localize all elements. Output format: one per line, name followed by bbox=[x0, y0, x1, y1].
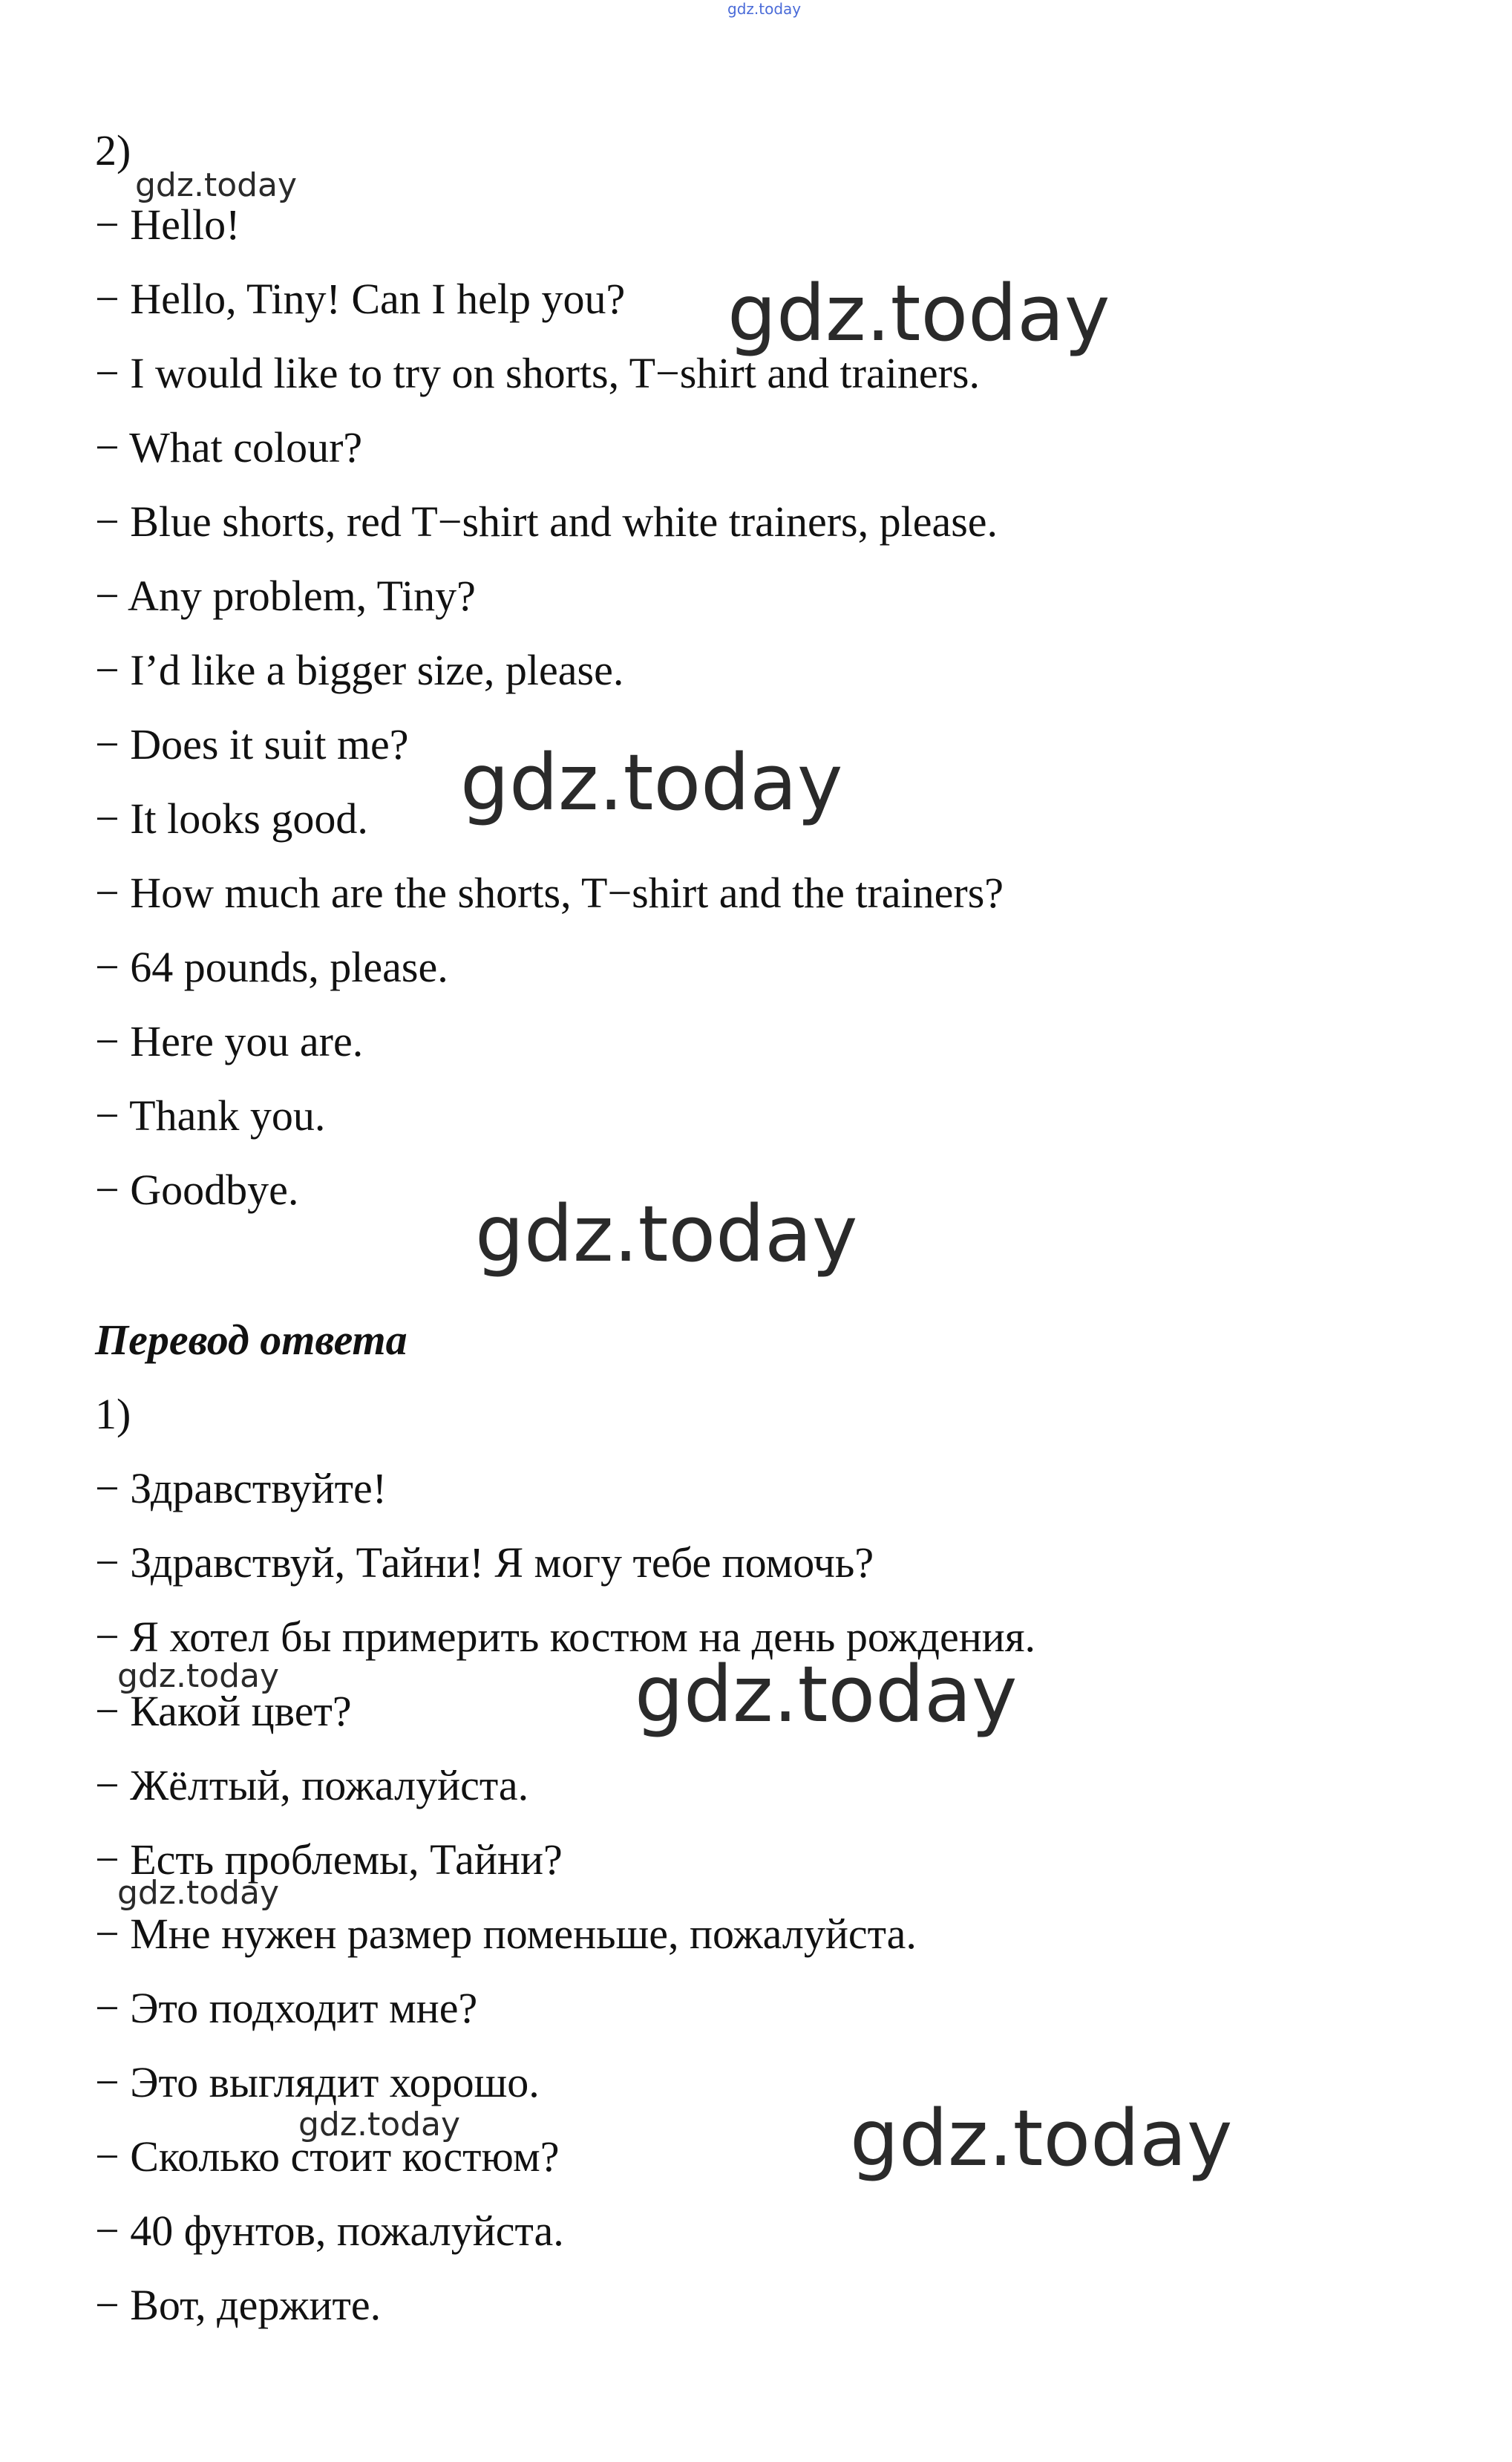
dialogue-line: − How much are the shorts, T−shirt and the trainers? bbox=[95, 869, 1004, 917]
dialogue-line: − Any problem, Tiny? bbox=[95, 572, 476, 620]
watermark: gdz.today bbox=[117, 1657, 280, 1695]
translation-line: − Это выглядит хорошо. bbox=[95, 2058, 540, 2106]
translation-line: − Это подходит мне? bbox=[95, 1984, 478, 2032]
translation-line: − Я хотел бы примерить костюм на день рождения. bbox=[95, 1613, 1035, 1661]
section-label: 1) bbox=[95, 1390, 131, 1438]
translation-line: − Здравствуй, Тайни! Я могу тебе помочь? bbox=[95, 1538, 874, 1587]
dialogue-line: − Does it suit me? bbox=[95, 720, 409, 768]
translation-line: − Сколько стоит костюм? bbox=[95, 2132, 560, 2181]
watermark: gdz.today bbox=[850, 2093, 1233, 2184]
translation-line: − Вот, держите. bbox=[95, 2281, 382, 2329]
translation-line: − Здравствуйте! bbox=[95, 1464, 387, 1512]
dialogue-line: − What colour? bbox=[95, 423, 363, 471]
watermark: gdz.today bbox=[635, 1649, 1018, 1740]
translation-line: − Какой цвет? bbox=[95, 1687, 352, 1735]
section-label: 2) bbox=[95, 126, 131, 174]
dialogue-line: − Blue shorts, red T−shirt and white trainers, please. bbox=[95, 497, 998, 546]
watermark: gdz.today bbox=[117, 1874, 280, 1912]
dialogue-line: − 64 pounds, please. bbox=[95, 943, 448, 991]
dialogue-line: − I’d like a bigger size, please. bbox=[95, 646, 624, 694]
watermark: gdz.today bbox=[475, 1189, 858, 1279]
watermark: gdz.today bbox=[135, 166, 298, 204]
dialogue-line: − Hello! bbox=[95, 200, 240, 249]
dialogue-line: − Goodbye. bbox=[95, 1166, 299, 1214]
dialogue-line: − Thank you. bbox=[95, 1091, 326, 1140]
watermark-top: gdz.today bbox=[727, 0, 802, 18]
dialogue-line: − Hello, Tiny! Can I help you? bbox=[95, 275, 626, 323]
translation-line: − Жёлтый, пожалуйста. bbox=[95, 1761, 529, 1809]
dialogue-line: − It looks good. bbox=[95, 794, 368, 843]
translation-line: − Есть проблемы, Тайни? bbox=[95, 1835, 563, 1884]
watermark: gdz.today bbox=[727, 268, 1110, 359]
translation-line: − 40 фунтов, пожалуйста. bbox=[95, 2207, 564, 2255]
watermark: gdz.today bbox=[298, 2106, 461, 2143]
dialogue-line: − Here you are. bbox=[95, 1017, 364, 1065]
dialogue-line: − I would like to try on shorts, T−shirt and trainers. bbox=[95, 349, 980, 397]
translation-heading: Перевод ответа bbox=[95, 1316, 408, 1364]
translation-line: − Мне нужен размер поменьше, пожалуйста. bbox=[95, 1910, 917, 1958]
watermark: gdz.today bbox=[460, 737, 843, 828]
